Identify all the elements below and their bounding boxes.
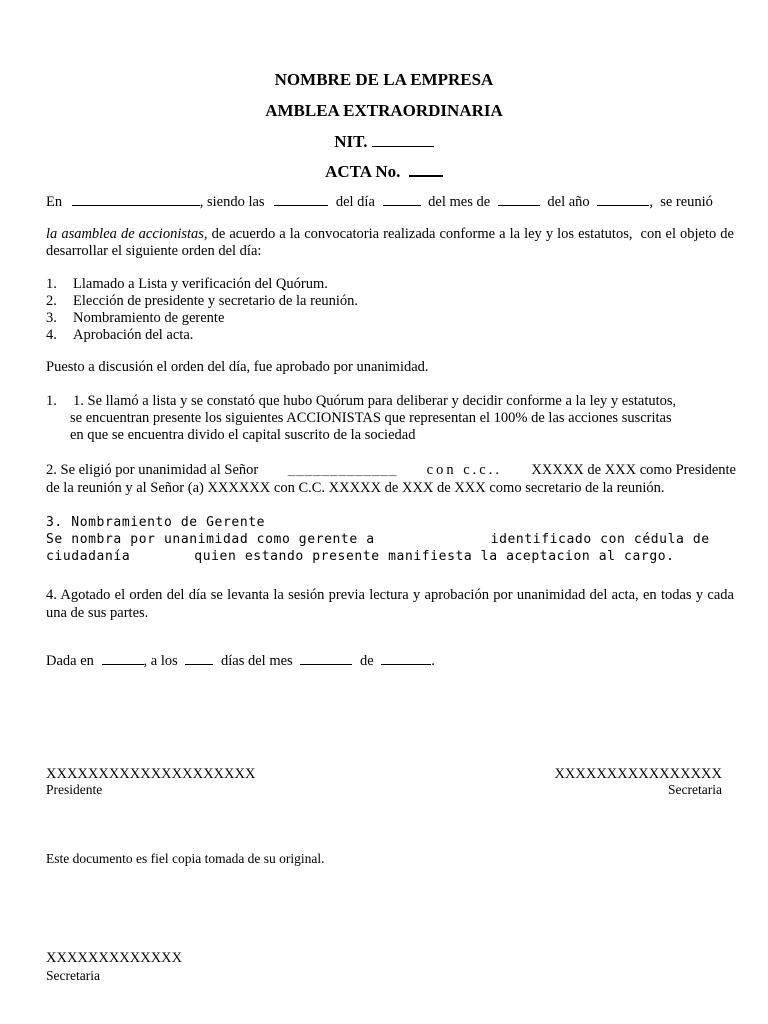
intro-del-ano: del año xyxy=(547,194,590,210)
nit-blank xyxy=(372,134,434,147)
nit-line xyxy=(0,132,768,152)
company-name: NOMBRE DE LA EMPRESA xyxy=(274,70,494,89)
dada-place-blank xyxy=(102,652,144,665)
intro-se-reunio: , se reunió xyxy=(649,194,713,210)
acta-blank xyxy=(409,163,443,177)
intro-paragraph xyxy=(46,226,738,260)
secretary-role: Secretaria xyxy=(668,782,722,797)
dada-line: Dada en , a los días del mes de . xyxy=(46,653,435,669)
point-1-line-3: en que se encuentra divido el capital suscrito de la sociedad xyxy=(70,427,416,443)
point-2-line-2: de la reunión y al Señor (a) XXXXXX con C.C. XXXXX de XXX de XXX como secretario de la reunión. xyxy=(46,480,665,496)
month-blank xyxy=(498,193,540,206)
president-role: Presidente xyxy=(46,782,103,797)
point-2 xyxy=(46,461,736,497)
certification-text: Este documento es fiel copia tomada de su original. xyxy=(46,851,325,866)
list-item: 1. Llamado a Lista y verificación del Quórum. xyxy=(46,276,328,292)
day-blank xyxy=(383,193,421,206)
intro-en: En xyxy=(46,194,63,210)
point-1-line-1: 1. Se llamó a lista y se constató que hubo Quórum para deliberar y decidir conforme a la ley y estatutos, xyxy=(73,393,677,409)
president-name: XXXXXXXXXXXXXXXXXXXX xyxy=(46,766,256,782)
assembly-title: AMBLEA EXTRAORDINARIA xyxy=(265,101,503,120)
final-signature-role: Secretaria xyxy=(46,968,100,983)
point-1-number: 1. xyxy=(46,393,57,409)
dada-month-blank xyxy=(300,652,352,665)
point-4: 4. Agotado el orden del día se levanta la sesión previa lectura y aprobación por unanimidad del acta, en todas y cada una de sus partes. xyxy=(46,587,734,621)
intro-line xyxy=(46,193,736,211)
acta-line xyxy=(0,162,768,182)
dada-year-blank xyxy=(381,652,431,665)
point-3 xyxy=(46,514,710,565)
point-3-line-1b: identificado con cédula de xyxy=(490,532,710,547)
dada-days-blank xyxy=(185,652,213,665)
acta-label: ACTA No. xyxy=(325,162,401,181)
intro-siendo: , siendo las xyxy=(199,194,265,210)
hour-blank xyxy=(274,193,328,206)
list-item: 3. Nombramiento de gerente xyxy=(46,310,225,326)
point-3-title: 3. Nombramiento de Gerente xyxy=(46,515,266,530)
point-3-line-2a: ciudadanía xyxy=(46,549,131,564)
intro-del-mes: del mes de xyxy=(428,194,491,210)
point-1 xyxy=(46,393,676,444)
intro-rest: de acuerdo a la convocatoria realizada conforme a la ley y los estatutos, con el objeto de desarrollar el siguiente orden del día: xyxy=(46,226,738,259)
list-item: 2. Elección de presidente y secretario de la reunión. xyxy=(46,293,359,309)
list-item: 4. Aprobación del acta. xyxy=(46,327,194,343)
point-2-start: 2. Se eligió por unanimidad al Señor xyxy=(46,462,259,478)
president-signature xyxy=(46,766,255,798)
secretary-signature xyxy=(522,766,722,798)
intro-italic: la asamblea de accionistas, xyxy=(46,226,208,242)
secretary-name: XXXXXXXXXXXXXXXX xyxy=(554,766,722,782)
nit-label: NIT. xyxy=(334,132,368,151)
intro-del-dia: del día xyxy=(335,194,375,210)
final-signature-name: XXXXXXXXXXXXX xyxy=(46,950,183,966)
point-2-cc: con c.c.. xyxy=(426,462,502,478)
point-2-rest: XXXXX de XXX como Presidente xyxy=(531,462,736,478)
point-2-blank: _____________ xyxy=(287,462,398,477)
agenda-list xyxy=(46,276,358,344)
approval-text: Puesto a discusión el orden del día, fue aprobado por unanimidad. xyxy=(46,359,429,375)
point-1-line-2: se encuentran presente los siguientes ACCIONISTAS que representan el 100% de las acciones suscritas xyxy=(70,410,672,426)
point-3-line-1a: Se nombra por unanimidad como gerente a xyxy=(46,532,375,547)
point-3-line-2b: quien estando presente manifiesta la aceptacion al cargo. xyxy=(194,549,675,564)
year-blank xyxy=(597,193,649,206)
final-signature xyxy=(46,950,182,984)
place-blank xyxy=(72,193,200,206)
